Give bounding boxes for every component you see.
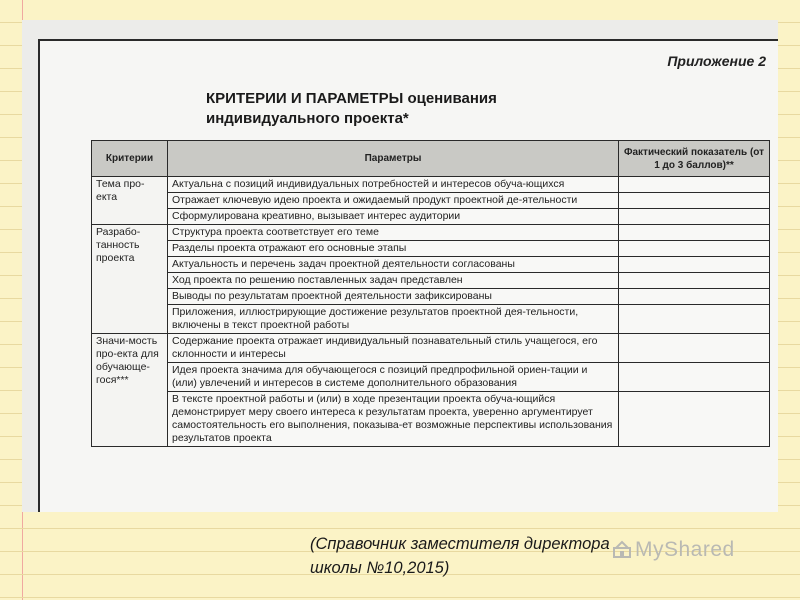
score-cell bbox=[619, 193, 770, 209]
appendix-label: Приложение 2 bbox=[667, 53, 766, 69]
score-cell bbox=[619, 334, 770, 363]
table-row bbox=[92, 177, 770, 193]
parameter-cell: Актуальна с позиций индивидуальных потребностей и интересов обуча-ющихся bbox=[168, 177, 619, 193]
table-row bbox=[92, 363, 770, 392]
score-cell bbox=[619, 289, 770, 305]
table-row bbox=[92, 241, 770, 257]
document-sheet bbox=[38, 39, 778, 512]
header-score: Фактический показатель (от 1 до 3 баллов)** bbox=[619, 141, 770, 177]
score-cell bbox=[619, 241, 770, 257]
table-row bbox=[92, 209, 770, 225]
watermark bbox=[612, 538, 735, 562]
table-row bbox=[92, 273, 770, 289]
score-cell bbox=[619, 363, 770, 392]
criterion-development: Разрабо-танность проекта bbox=[92, 225, 168, 334]
table-row bbox=[92, 305, 770, 334]
source-caption bbox=[310, 532, 610, 580]
parameter-cell: Выводы по результатам проектной деятельности зафиксированы bbox=[168, 289, 619, 305]
table-row bbox=[92, 392, 770, 447]
criteria-table bbox=[91, 140, 770, 447]
parameter-cell: В тексте проектной работы и (или) в ходе презентации проекта обуча-ющийся демонстрирует меру своего интереса к результатам проекта, уверенно аргументирует самостоятельность его выполнения, показыва-ет возможные перспективы использования результатов проекта bbox=[168, 392, 619, 447]
parameter-cell: Структура проекта соответствует его теме bbox=[168, 225, 619, 241]
score-cell bbox=[619, 177, 770, 193]
header-parameters: Параметры bbox=[168, 141, 619, 177]
myshared-logo-icon bbox=[612, 540, 632, 558]
score-cell bbox=[619, 209, 770, 225]
watermark-text: MyShared bbox=[635, 538, 735, 561]
parameter-cell: Идея проекта значима для обучающегося с позиций предпрофильной ориен-тации и (или) увлечений и интересов в системе дополнительного образования bbox=[168, 363, 619, 392]
criterion-significance: Значи-мость про-екта для обучающе-гося*** bbox=[92, 334, 168, 447]
score-cell bbox=[619, 273, 770, 289]
table-row bbox=[92, 257, 770, 273]
criterion-topic: Тема про-екта bbox=[92, 177, 168, 225]
score-cell bbox=[619, 257, 770, 273]
scanned-page bbox=[22, 20, 778, 512]
parameter-cell: Приложения, иллюстрирующие достижение результатов проектной дея-тельности, включены в текст проектной работы bbox=[168, 305, 619, 334]
caption-line-2: школы №10,2015) bbox=[310, 559, 450, 577]
parameter-cell: Ход проекта по решению поставленных задач представлен bbox=[168, 273, 619, 289]
parameter-cell: Сформулирована креативно, вызывает интерес аудитории bbox=[168, 209, 619, 225]
table-row bbox=[92, 225, 770, 241]
title-line-1: КРИТЕРИИ И ПАРАМЕТРЫ оценивания bbox=[206, 90, 497, 107]
title-line-2: индивидуального проекта* bbox=[206, 110, 409, 127]
score-cell bbox=[619, 305, 770, 334]
table-header-row bbox=[92, 141, 770, 177]
table-row bbox=[92, 289, 770, 305]
table-row bbox=[92, 193, 770, 209]
header-criteria: Критерии bbox=[92, 141, 168, 177]
score-cell bbox=[619, 225, 770, 241]
parameter-cell: Отражает ключевую идею проекта и ожидаемый продукт проектной де-ятельности bbox=[168, 193, 619, 209]
score-cell bbox=[619, 392, 770, 447]
document-title bbox=[206, 89, 626, 129]
table-row bbox=[92, 334, 770, 363]
caption-line-1: (Справочник заместителя директора bbox=[310, 535, 610, 553]
parameter-cell: Содержание проекта отражает индивидуальный познавательный стиль учащегося, его склонности и интересы bbox=[168, 334, 619, 363]
parameter-cell: Разделы проекта отражают его основные этапы bbox=[168, 241, 619, 257]
parameter-cell: Актуальность и перечень задач проектной деятельности согласованы bbox=[168, 257, 619, 273]
